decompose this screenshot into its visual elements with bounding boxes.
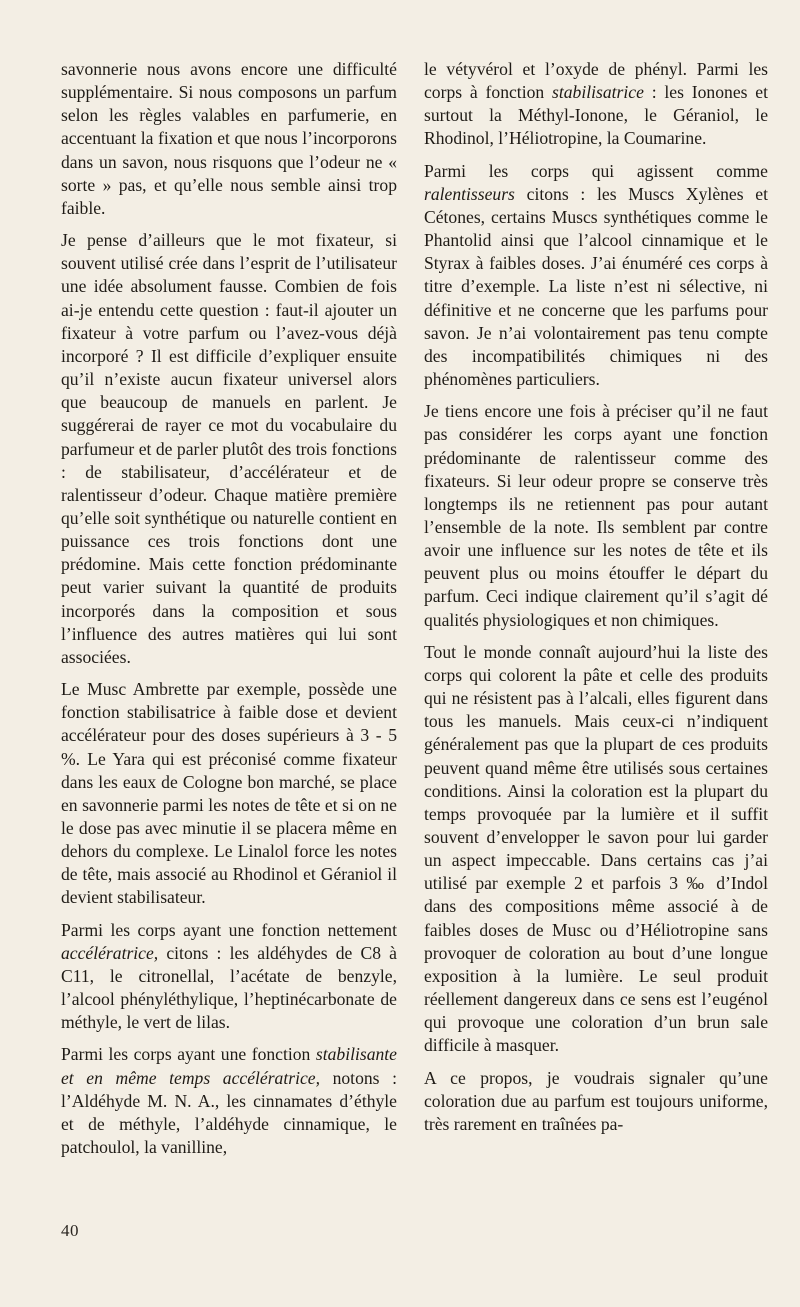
italic-term: stabilisante et en même temps accélératrice,: [61, 1044, 397, 1088]
paragraph: Je tiens encore une fois à préciser qu’il ne faut pas considérer les corps ayant une fonction prédominante de ralentisseur comme des fixateurs. Si leur odeur propre se conserve très longtemps ils ne retiennent pas pour autant l’ensemble de la note. Ils semblent par contre avoir une influence sur les notes de tête et ils peuvent plus ou moins étouffer le départ du parfum. Ceci indique clairement qu’il s’agit dé qualités physiologiques et non chimiques.: [424, 401, 768, 630]
text-run: notons : l’Aldéhyde M. N. A., les cinnamates d’éthyle et de méthyle, l’aldéhyde cinnamique, le patchoulol, la vanilline,: [61, 1067, 397, 1158]
text-run: citons : les Muscs Xylènes et Cétones, certains Muscs synthétiques comme le Phantolid ainsi que l’alcool cinnamique et le Styrax à faibles doses. J’ai énuméré ces corps à titre d’exemple. La liste n’est ni sélective, ni définitive et ne concerne que les parfums pour savon. Je n’ai volontairement pas tenu compte des incompatibilités chimiques ni des phénomènes particuliers.: [424, 183, 768, 390]
text-run: citons : les aldéhydes de C8 à C11, le citronellal, l’acétate de benzyle, l’alcool phényléthylique, l’heptinécarbonate de méthyle, le vert de lilas.: [61, 942, 397, 1033]
paragraph: [61, 919, 397, 1035]
paragraph: Tout le monde connaît aujourd’hui la liste des corps qui colorent la pâte et celle des produits qui ne résistent pas à l’alcali, elles figurent dans tous les manuels. Mais ceux-ci n’indiquent généralement pas que la plupart de ces produits peuvent quand même être utilisés sous certaines conditions. Ainsi la coloration est la plupart du temps provoquée par la lumière et il suffit souvent d’envelopper le savon pour lui garder un aspect impeccable. Dans certains cas j’ai utilisé par exemple 2 et parfois 3 ‰ d’Indol dans des compositions même associé à de faibles doses de Musc ou d’Héliotropine sans provoquer de coloration au bout d’une longue exposition à la lumière. Le seul produit réellement dangereux dans ce sens est l’eugénol qui provoque une coloration d’un brun sale difficile à masquer.: [424, 641, 768, 1056]
left-text-column: [61, 58, 397, 1159]
italic-term: stabilisatrice: [552, 82, 644, 103]
page-number: 40: [61, 1221, 79, 1240]
paragraph: A ce propos, je voudrais signaler qu’une coloration due au parfum est toujours uniforme, très rarement en traînées pa-: [424, 1067, 768, 1134]
text-run: : les Ionones et surtout la Méthyl-Ionone, le Géraniol, le Rhodinol, l’Héliotropine, la Coumarine.: [424, 82, 768, 149]
text-run: Parmi les corps qui agissent comme: [424, 160, 768, 181]
italic-term: accélératrice,: [61, 942, 159, 963]
paragraph: [424, 160, 768, 392]
paragraph: Le Musc Ambrette par exemple, possède une fonction stabilisatrice à faible dose et devient accélérateur pour des doses supérieurs à 3 - 5 %. Le Yara qui est préconisé comme fixateur dans les eaux de Cologne bon marché, se place en savonnerie parmi les notes de tête et si on ne le dose pas avec minutie il se placera même en dehors du complexe. Le Linalol force les notes de tête, mais associé au Rhodinol et Géraniol il devient stabilisateur.: [61, 679, 397, 908]
text-run: Parmi les corps ayant une fonction nettement: [61, 919, 397, 940]
right-text-column: [424, 58, 768, 1136]
text-run: le vétyvérol et l’oxyde de phényl. Parmi les corps à fonction: [424, 59, 768, 103]
text-run: Parmi les corps ayant une fonction: [61, 1044, 316, 1065]
italic-term: ralentisseurs: [424, 183, 515, 204]
paragraph: savonnerie nous avons encore une difficulté supplémentaire. Si nous composons un parfum selon les règles valables en parfumerie, en accentuant la fixation et que nous l’incorporons dans un savon, nous risquons que l’odeur ne « sorte » pas, et qu’elle nous semble ainsi trop faible.: [61, 59, 397, 218]
paragraph: Je pense d’ailleurs que le mot fixateur, si souvent utilisé crée dans l’esprit de l’utilisateur une idée absolument fausse. Combien de fois ai-je entendu cette question : faut-il ajouter un fixateur à votre parfum ou l’avez-vous déjà incorporé ? Il est difficile d’expliquer ensuite qu’il n’existe aucun fixateur universel alors que beaucoup de manuels en parlent. Je suggérerai de rayer ce mot du vocabulaire du parfumeur et de parler plutôt des trois fonctions : de stabilisateur, d’accélérateur et de ralentisseur d’odeur. Chaque matière première qu’elle soit synthétique ou naturelle contient en puissance ces trois fonctions dont une prédomine. Mais cette fonction prédominante peut varier suivant la quantité de produits incorporés dans la composition et sous l’influence des autres matières qui lui sont associées.: [61, 230, 397, 667]
paragraph: [61, 1043, 397, 1159]
paragraph: [424, 58, 768, 151]
